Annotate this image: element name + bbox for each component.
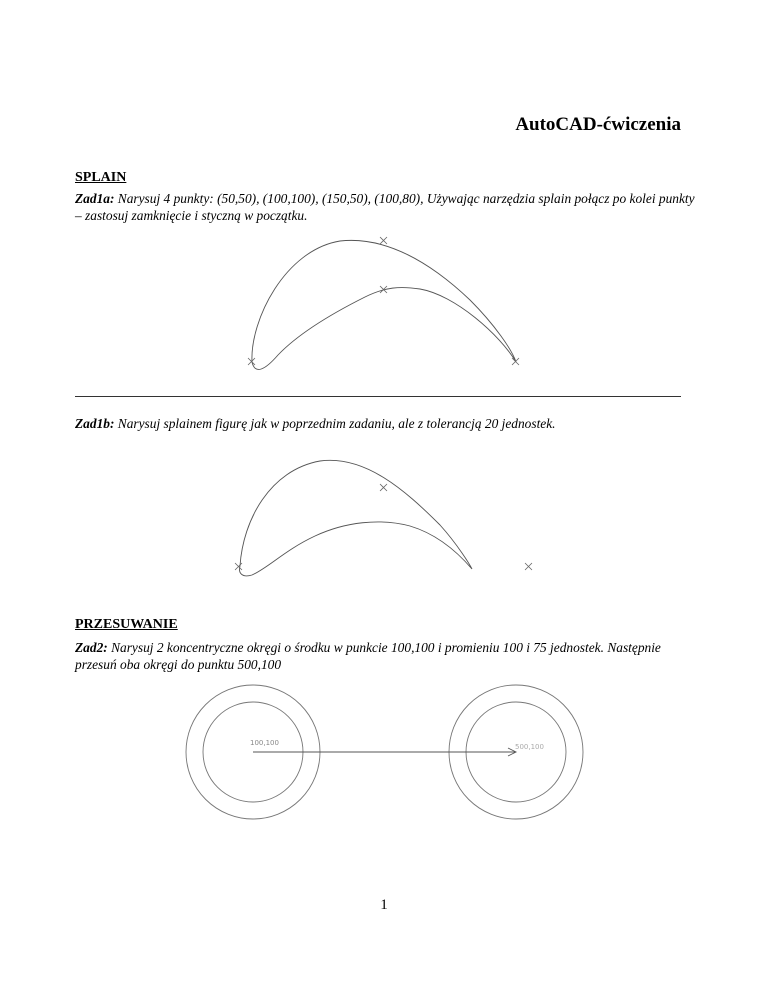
- task-1b-label: Zad1b:: [75, 416, 115, 431]
- start-point-label: 100,100: [250, 739, 279, 747]
- task-1b-text: Narysuj splainem figurę jak w poprzednim zadaniu, ale z tolerancją 20 jednostek.: [114, 416, 556, 431]
- section-heading-przesuwanie: PRZESUWANIE: [75, 617, 178, 632]
- section-heading-splain: SPLAIN: [75, 170, 127, 185]
- document-title: AutoCAD-ćwiczenia: [515, 114, 681, 135]
- end-point-label: 500,100: [515, 743, 544, 751]
- page-number: 1: [380, 897, 388, 913]
- task-1a-text: Narysuj 4 punkty: (50,50), (100,100), (150,50), (100,80), Używając narzędzia splain połącz po kolei punkty – zastosuj zamknięcie i styczną w początku.: [75, 191, 695, 223]
- task-2-label: Zad2:: [75, 640, 108, 655]
- task-2-text: Narysuj 2 koncentryczne okręgi o środku w punkcie 100,100 i promieniu 100 i 75 jednostek. Następnie przesuń oba okręgi do punktu 500,100: [75, 640, 661, 672]
- task-1a-label: Zad1a:: [75, 191, 115, 206]
